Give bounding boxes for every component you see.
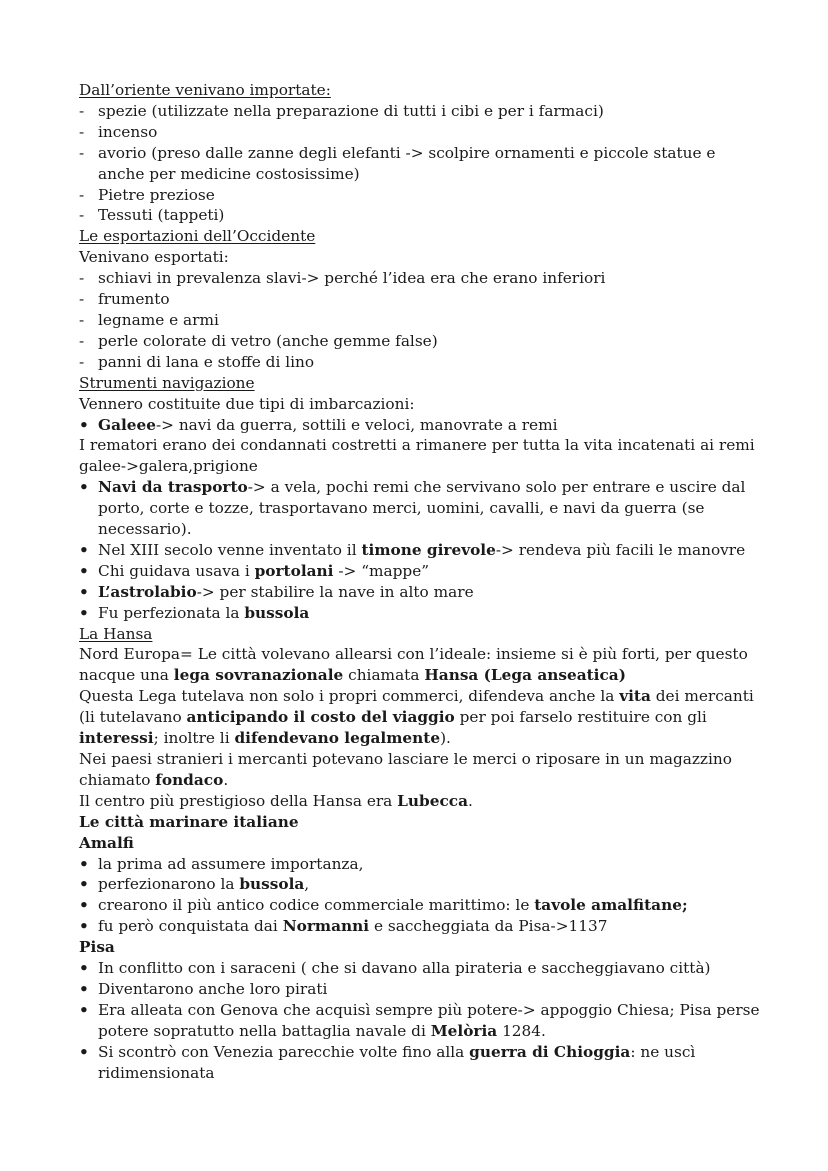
bullet-item: • la prima ad assumere importanza, [79,854,364,873]
paragraph-line: Il centro più prestigioso della Hansa era Lubecca. [79,791,473,810]
bullet-continuation: necessario). [98,520,192,539]
intro-text: Venivano esportati: [79,248,229,267]
bullet-item: • Galeee-> navi da guerra, sottili e veloci, manovrate a remi [79,415,558,434]
paragraph-line: galee->galera,prigione [79,457,258,476]
bullet-item: • Era alleata con Genova che acquisì sempre più potere-> appoggio Chiesa; Pisa perse [79,1000,760,1019]
heading-navigazione: Strumenti navigazione [79,373,255,392]
bullet-item: • Diventarono anche loro pirati [79,979,328,998]
bullet-continuation: porto, corte e tozze, trasportavano merci, uomini, cavalli, e navi da guerra (se [98,499,705,518]
paragraph-line: I rematori erano dei condannati costretti a rimanere per tutta la vita incatenati ai remi [79,436,755,455]
heading-oriente: Dall’oriente venivano importate: [79,81,331,99]
bullet-item: • crearono il più antico codice commerciale marittimo: le tavole amalfitane; [79,896,688,915]
list-item: - incenso [79,122,158,141]
list-item: - legname e armi [79,310,219,329]
list-item: - frumento [79,290,170,309]
intro-text: Vennero costituite due tipi di imbarcazioni: [79,394,415,413]
bullet-continuation: potere sopratutto nella battaglia navale di Melòria 1284. [98,1021,546,1040]
list-item: - perle colorate di vetro (anche gemme false) [79,331,438,350]
paragraph-line: nacque una lega sovranazionale chiamata Hansa (Lega anseatica) [79,666,626,685]
heading-citta-marinare: Le città marinare italiane [79,812,299,831]
heading-occidente: Le esportazioni dell’Occidente [79,227,316,246]
bullet-item: • Navi da trasporto-> a vela, pochi remi che servivano solo per entrare e uscire dal [79,478,746,497]
list-item-continuation: anche per medicine costosissime) [98,164,360,183]
paragraph-line: chiamato fondaco. [79,770,229,789]
list-item: - Tessuti (tappeti) [79,206,225,225]
list-item: - schiavi in prevalenza slavi-> perché l’idea era che erano inferiori [79,269,606,288]
paragraph-line: Nord Europa= Le città volevano allearsi con l’ideale: insieme si è più forti, per questo [79,645,748,664]
list-item: - panni di lana e stoffe di lino [79,352,315,371]
document-page [79,80,759,1084]
bullet-item: • Chi guidava usava i portolani -> “mappe” [79,561,430,580]
paragraph-line: Nei paesi stranieri i mercanti potevano lasciare le merci o riposare in un magazzino [79,750,732,768]
bullet-item: • In conflitto con i saraceni ( che si davano alla pirateria e saccheggiavano città) [79,959,711,978]
paragraph-line: (li tutelavano anticipando il costo del viaggio per poi farselo restituire con gli [79,708,707,727]
list-item: - avorio (preso dalle zanne degli elefanti -> scolpire ornamenti e piccole statue e [79,143,716,162]
bullet-item: • fu però conquistata dai Normanni e saccheggiata da Pisa->1137 [79,917,608,936]
bullet-item: • Fu perfezionata la bussola [79,603,310,622]
bullet-item: • perfezionarono la bussola, [79,875,310,894]
list-item: - Pietre preziose [79,185,215,204]
bullet-item: • Nel XIII secolo venne inventato il timone girevole-> rendeva più facili le manovre [79,540,746,559]
subheading-amalfi: Amalfi [79,833,134,852]
paragraph-line: interessi; inoltre li difendevano legalmente). [79,729,451,748]
heading-hansa: La Hansa [79,624,153,643]
subheading-pisa: Pisa [79,938,115,957]
list-item: - spezie (utilizzate nella preparazione di tutti i cibi e per i farmaci) [79,101,604,120]
bullet-continuation: ridimensionata [98,1063,215,1082]
bullet-item: • L’astrolabio-> per stabilire la nave in alto mare [79,582,474,601]
bullet-item: • Si scontrò con Venezia parecchie volte fino alla guerra di Chioggia: ne uscì [79,1042,696,1061]
paragraph-line: Questa Lega tutelava non solo i propri commerci, difendeva anche la vita dei mercanti [79,687,754,706]
